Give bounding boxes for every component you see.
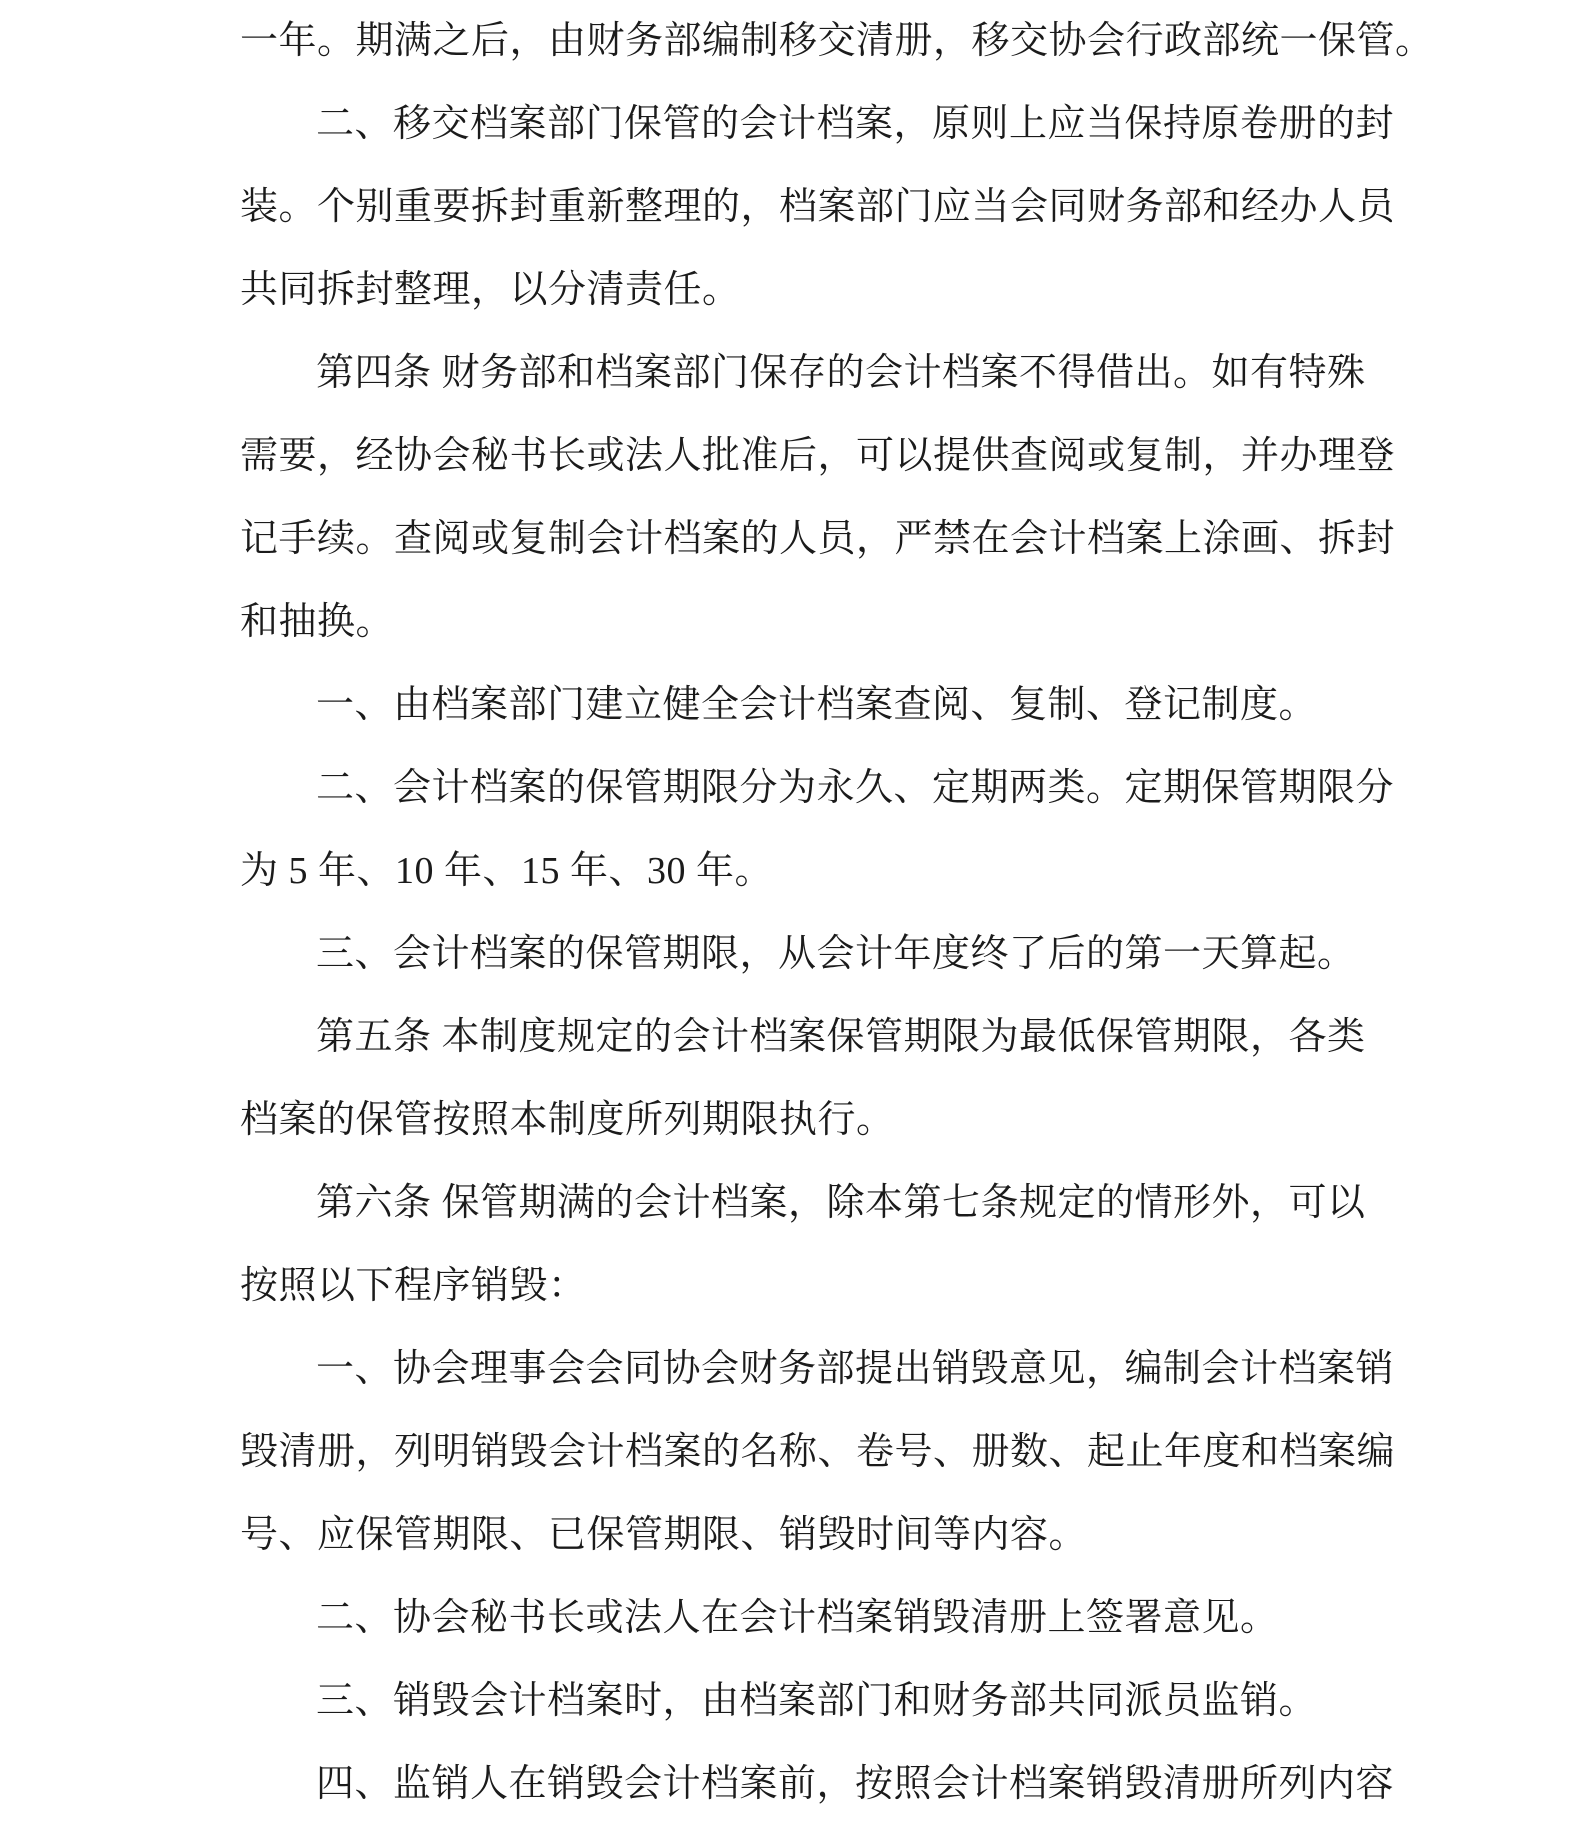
text-line: 二、协会秘书长或法人在会计档案销毁清册上签署意见。 — [316, 1597, 1279, 1639]
text-line: 为 5 年、10 年、15 年、30 年。 — [240, 850, 774, 892]
text-line: 四、监销人在销毁会计档案前，按照会计档案销毁清册所列内容 — [316, 1763, 1395, 1805]
document-text-body — [240, 0, 1434, 1826]
text-line: 二、移交档案部门保管的会计档案，原则上应当保持原卷册的封 — [316, 103, 1395, 145]
text-line: 三、销毁会计档案时，由档案部门和财务部共同派员监销。 — [316, 1680, 1318, 1722]
text-line: 按照以下程序销毁： — [240, 1265, 587, 1307]
text-line: 一、协会理事会会同协会财务部提出销毁意见，编制会计档案销 — [316, 1348, 1395, 1390]
text-line: 第四条 财务部和档案部门保存的会计档案不得借出。如有特殊 — [316, 352, 1366, 394]
text-line: 毁清册，列明销毁会计档案的名称、卷号、册数、起止年度和档案编 — [240, 1431, 1396, 1473]
text-line: 三、会计档案的保管期限，从会计年度终了后的第一天算起。 — [316, 933, 1356, 975]
text-line: 号、应保管期限、已保管期限、销毁时间等内容。 — [240, 1514, 1088, 1556]
text-line: 需要，经协会秘书长或法人批准后，可以提供查阅或复制，并办理登 — [240, 435, 1396, 477]
text-line: 共同拆封整理，以分清责任。 — [240, 269, 741, 311]
text-line: 一、由档案部门建立健全会计档案查阅、复制、登记制度。 — [316, 684, 1318, 726]
text-line: 装。个别重要拆封重新整理的，档案部门应当会同财务部和经办人员 — [240, 186, 1396, 228]
text-line: 第五条 本制度规定的会计档案保管期限为最低保管期限，各类 — [316, 1016, 1366, 1058]
text-line: 第六条 保管期满的会计档案，除本第七条规定的情形外，可以 — [316, 1182, 1366, 1224]
text-line: 记手续。查阅或复制会计档案的人员，严禁在会计档案上涂画、拆封 — [240, 518, 1396, 560]
text-line: 和抽换。 — [240, 601, 395, 643]
text-line: 一年。期满之后，由财务部编制移交清册，移交协会行政部统一保管。 — [240, 20, 1434, 62]
text-line: 二、会计档案的保管期限分为永久、定期两类。定期保管期限分 — [316, 767, 1395, 809]
text-line: 档案的保管按照本制度所列期限执行。 — [240, 1099, 895, 1141]
